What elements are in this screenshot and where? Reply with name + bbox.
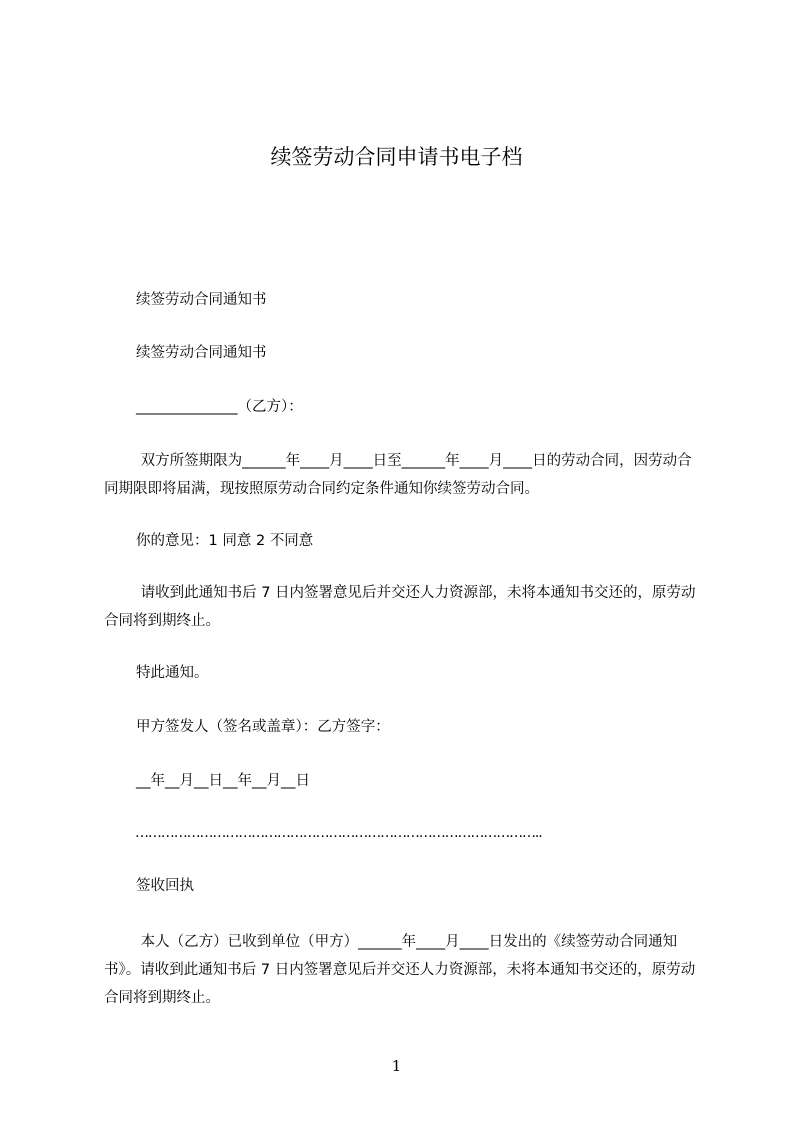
- date-line: __年__月__日__年__月__日: [136, 773, 310, 789]
- instruction-paragraph: 请收到此通知书后 7 日内签署意见后并交还人力资源部，未将本通知书交还的，原劳动合同将到期终止。: [104, 585, 696, 629]
- opinion-line: 你的意见：1 同意 2 不同意: [136, 533, 314, 549]
- receipt-title: 签收回执: [136, 878, 194, 894]
- notice-heading-1: 续签劳动合同通知书: [136, 292, 267, 308]
- document-title: 续签劳动合同申请书电子档: [270, 145, 523, 169]
- signature-line: 甲方签发人（签名或盖章）：乙方签字：: [136, 719, 390, 735]
- page-number: 1: [391, 1057, 402, 1075]
- cut-line-divider: …………………………………………………………………………………..: [135, 825, 542, 841]
- notice-body-paragraph: 双方所签期限为______年____月____日至______年____月____日的劳动合同，因劳动合同期限即将届满，现按照原劳动合同约定条件通知你续签劳动合同。: [104, 453, 692, 497]
- receipt-body-paragraph: 本人（乙方）已收到单位（甲方）______年____月____日发出的《续签劳动合同通知书》。请收到此通知书后 7 日内签署意见后并交还人力资源部，未将本通知书交还的，原劳动合同将到期终止。: [104, 934, 696, 1006]
- notice-closing: 特此通知。: [136, 665, 209, 681]
- addressee-line: ______________（乙方）：: [136, 399, 303, 415]
- notice-heading-2: 续签劳动合同通知书: [136, 345, 267, 361]
